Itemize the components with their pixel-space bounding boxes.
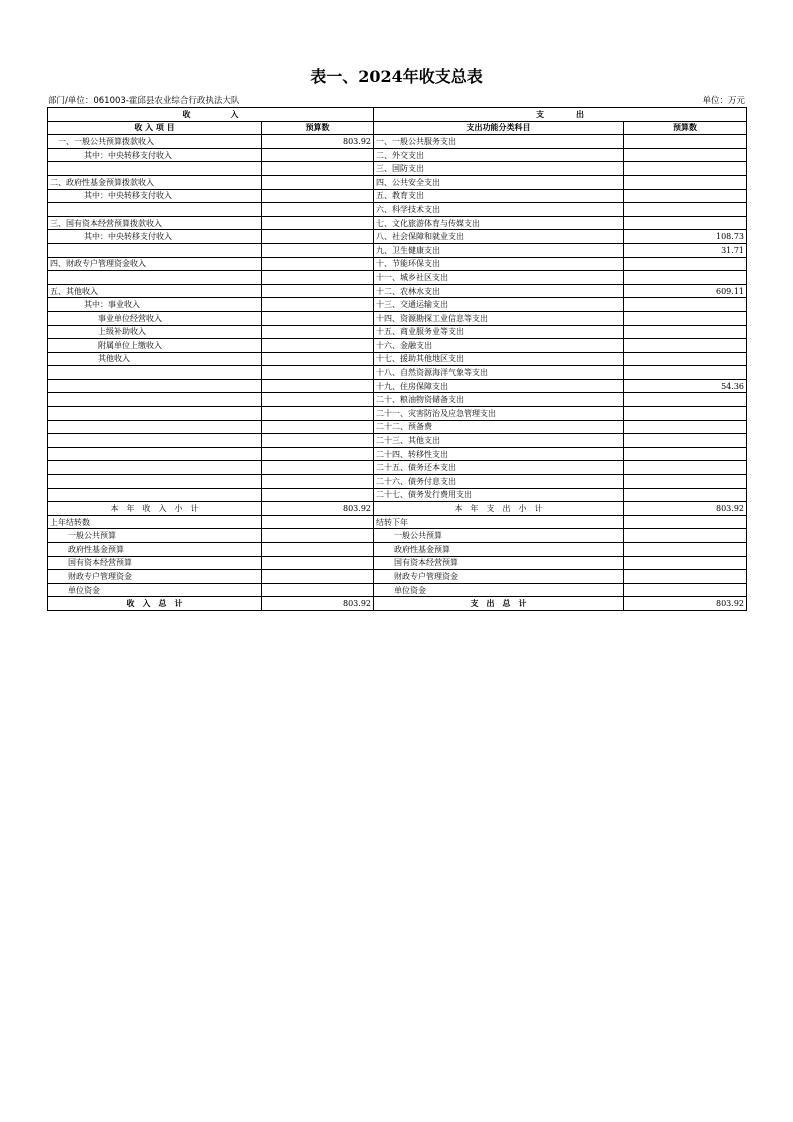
income-item: 二、政府性基金预算拨款收入 (48, 175, 262, 189)
income-value (262, 311, 374, 325)
table-row (48, 488, 747, 502)
table-row (48, 148, 747, 162)
income-item: 其中：中央转移支付收入 (48, 148, 262, 162)
income-item: 五、其他收入 (48, 284, 262, 298)
expense-header: 支 出 (374, 108, 747, 122)
income-value (262, 298, 374, 312)
expense-item: 十四、资源勘探工业信息等支出 (374, 311, 624, 325)
expense-item: 二十三、其他支出 (374, 434, 624, 448)
income-value (262, 325, 374, 339)
income-item: 其中：中央转移支付收入 (48, 230, 262, 244)
carryover-income-item: 国有资本经营预算 (48, 556, 262, 570)
expense-value (624, 162, 747, 176)
income-item: 附属单位上缴收入 (48, 339, 262, 353)
carryover-income-value (262, 543, 374, 557)
income-item (48, 162, 262, 176)
expense-total-label: 支 出 总 计 (374, 597, 624, 611)
income-value (262, 393, 374, 407)
expense-item: 九、卫生健康支出 (374, 243, 624, 257)
subtotal-row (48, 502, 747, 516)
income-value (262, 488, 374, 502)
expense-value (624, 366, 747, 380)
expense-item: 十八、自然资源海洋气象等支出 (374, 366, 624, 380)
table-row (48, 379, 747, 393)
income-item-header: 收 入 项 目 (48, 121, 262, 135)
income-budget-header: 预算数 (262, 121, 374, 135)
expense-value: 609.11 (624, 284, 747, 298)
income-value (262, 216, 374, 230)
income-value (262, 447, 374, 461)
expense-value (624, 148, 747, 162)
table-row (48, 475, 747, 489)
table-row (48, 407, 747, 421)
expense-item: 十二、农林水支出 (374, 284, 624, 298)
table-row (48, 216, 747, 230)
income-item (48, 475, 262, 489)
expense-item: 二十一、灾害防治及应急管理支出 (374, 407, 624, 421)
income-item: 上级补助收入 (48, 325, 262, 339)
table-row (48, 352, 747, 366)
table-row (48, 135, 747, 149)
expense-item: 十三、交通运输支出 (374, 298, 624, 312)
carryover-row (48, 570, 747, 584)
expense-item: 十七、援助其他地区支出 (374, 352, 624, 366)
income-item: 其中：事业收入 (48, 298, 262, 312)
expense-item: 十一、城乡社区支出 (374, 271, 624, 285)
expense-subtotal-label: 本 年 支 出 小 计 (374, 502, 624, 516)
income-value (262, 434, 374, 448)
table-row (48, 189, 747, 203)
expense-item: 二十、粮油物资储备支出 (374, 393, 624, 407)
income-item (48, 461, 262, 475)
carryover-expense-value (624, 570, 747, 584)
table-row (48, 366, 747, 380)
income-item (48, 434, 262, 448)
income-value (262, 339, 374, 353)
income-item: 事业单位经营收入 (48, 311, 262, 325)
expense-value (624, 311, 747, 325)
income-value (262, 148, 374, 162)
income-item: 其他收入 (48, 352, 262, 366)
table-header-row (48, 108, 747, 122)
expense-item: 七、文化旅游体育与传媒支出 (374, 216, 624, 230)
carryover-income-item: 财政专户管理资金 (48, 570, 262, 584)
carryover-expense-item: 国有资本经营预算 (374, 556, 624, 570)
income-subtotal-value: 803.92 (262, 502, 374, 516)
expense-value (624, 434, 747, 448)
table-row (48, 311, 747, 325)
income-value (262, 162, 374, 176)
table-subheader-row (48, 121, 747, 135)
income-value (262, 203, 374, 217)
total-row (48, 597, 747, 611)
expense-value (624, 393, 747, 407)
income-item: 三、国有资本经营预算拨款收入 (48, 216, 262, 230)
income-item (48, 420, 262, 434)
carryover-income-item: 单位资金 (48, 583, 262, 597)
income-value (262, 189, 374, 203)
table-row (48, 325, 747, 339)
expense-value (624, 488, 747, 502)
table-row (48, 461, 747, 475)
expense-item: 十、节能环保支出 (374, 257, 624, 271)
income-item (48, 407, 262, 421)
table-row (48, 298, 747, 312)
carryover-row (48, 556, 747, 570)
expense-value: 54.36 (624, 379, 747, 393)
income-value (262, 475, 374, 489)
expense-item: 十六、金融支出 (374, 339, 624, 353)
income-item: 四、财政专户管理资金收入 (48, 257, 262, 271)
unit-label: 单位：万元 (702, 96, 745, 106)
income-value (262, 420, 374, 434)
income-item (48, 243, 262, 257)
carryover-expense-value (624, 529, 747, 543)
income-value (262, 379, 374, 393)
carryover-expense-value (624, 583, 747, 597)
income-item: 其中：中央转移支付收入 (48, 189, 262, 203)
expense-item: 二十二、预备费 (374, 420, 624, 434)
table-row (48, 203, 747, 217)
income-header: 收 入 (48, 108, 374, 122)
department-label: 部门/单位：061003-霍邱县农业综合行政执法大队 (48, 96, 240, 106)
expense-value (624, 135, 747, 149)
income-value (262, 257, 374, 271)
income-item (48, 203, 262, 217)
carryover-expense-value (624, 556, 747, 570)
expense-item-header: 支出功能分类科目 (374, 121, 624, 135)
expense-value (624, 298, 747, 312)
table-row (48, 420, 747, 434)
carryover-row (48, 515, 747, 529)
table-row (48, 243, 747, 257)
expense-item: 十五、商业服务业等支出 (374, 325, 624, 339)
table-row (48, 162, 747, 176)
carryover-row (48, 583, 747, 597)
expense-budget-header: 预算数 (624, 121, 747, 135)
income-value (262, 352, 374, 366)
expense-value (624, 420, 747, 434)
income-value (262, 243, 374, 257)
expense-value (624, 461, 747, 475)
expense-value (624, 203, 747, 217)
income-subtotal-label: 本 年 收 入 小 计 (48, 502, 262, 516)
carryover-expense-item: 政府性基金预算 (374, 543, 624, 557)
carryover-income-value (262, 515, 374, 529)
carryover-expense-item: 结转下年 (374, 515, 624, 529)
page-title: 表一、2024年收支总表 (310, 67, 483, 86)
table-row (48, 257, 747, 271)
income-item (48, 366, 262, 380)
carryover-income-value (262, 583, 374, 597)
income-item (48, 447, 262, 461)
carryover-income-value (262, 529, 374, 543)
expense-item: 十九、住房保障支出 (374, 379, 624, 393)
expense-item: 六、科学技术支出 (374, 203, 624, 217)
expense-value: 31.71 (624, 243, 747, 257)
income-value: 803.92 (262, 135, 374, 149)
carryover-expense-value (624, 543, 747, 557)
expense-value (624, 325, 747, 339)
income-item (48, 488, 262, 502)
expense-item: 二十五、债务还本支出 (374, 461, 624, 475)
table-row (48, 447, 747, 461)
carryover-income-item: 一般公共预算 (48, 529, 262, 543)
table-row (48, 434, 747, 448)
expense-subtotal-value: 803.92 (624, 502, 747, 516)
table-row (48, 175, 747, 189)
expense-item: 五、教育支出 (374, 189, 624, 203)
expense-value (624, 447, 747, 461)
income-item (48, 271, 262, 285)
expense-item: 二十六、债务付息支出 (374, 475, 624, 489)
carryover-income-value (262, 570, 374, 584)
expense-item: 八、社会保障和就业支出 (374, 230, 624, 244)
carryover-expense-item: 一般公共预算 (374, 529, 624, 543)
income-value (262, 230, 374, 244)
table-row (48, 339, 747, 353)
expense-value (624, 257, 747, 271)
income-item (48, 379, 262, 393)
budget-summary-table (47, 107, 747, 611)
expense-value (624, 407, 747, 421)
expense-value (624, 175, 747, 189)
income-value (262, 366, 374, 380)
table-row (48, 284, 747, 298)
carryover-expense-item: 单位资金 (374, 583, 624, 597)
expense-value (624, 339, 747, 353)
table-row (48, 271, 747, 285)
income-item (48, 393, 262, 407)
expense-value (624, 216, 747, 230)
income-value (262, 271, 374, 285)
expense-value (624, 271, 747, 285)
table-row (48, 230, 747, 244)
income-total-label: 收 入 总 计 (48, 597, 262, 611)
carryover-expense-item: 财政专户管理资金 (374, 570, 624, 584)
expense-item: 四、公共安全支出 (374, 175, 624, 189)
income-total-value: 803.92 (262, 597, 374, 611)
income-item: 一、一般公共预算拨款收入 (48, 135, 262, 149)
carryover-income-value (262, 556, 374, 570)
income-value (262, 407, 374, 421)
income-value (262, 461, 374, 475)
table-row (48, 393, 747, 407)
carryover-row (48, 543, 747, 557)
expense-value (624, 189, 747, 203)
expense-value (624, 352, 747, 366)
expense-value: 108.73 (624, 230, 747, 244)
carryover-income-item: 政府性基金预算 (48, 543, 262, 557)
income-value (262, 175, 374, 189)
expense-item: 三、国防支出 (374, 162, 624, 176)
expense-value (624, 475, 747, 489)
expense-total-value: 803.92 (624, 597, 747, 611)
expense-item: 二十四、转移性支出 (374, 447, 624, 461)
carryover-income-item: 上年结转数 (48, 515, 262, 529)
expense-item: 二十七、债务发行费用支出 (374, 488, 624, 502)
expense-item: 一、一般公共服务支出 (374, 135, 624, 149)
expense-item: 二、外交支出 (374, 148, 624, 162)
income-value (262, 284, 374, 298)
carryover-row (48, 529, 747, 543)
carryover-expense-value (624, 515, 747, 529)
